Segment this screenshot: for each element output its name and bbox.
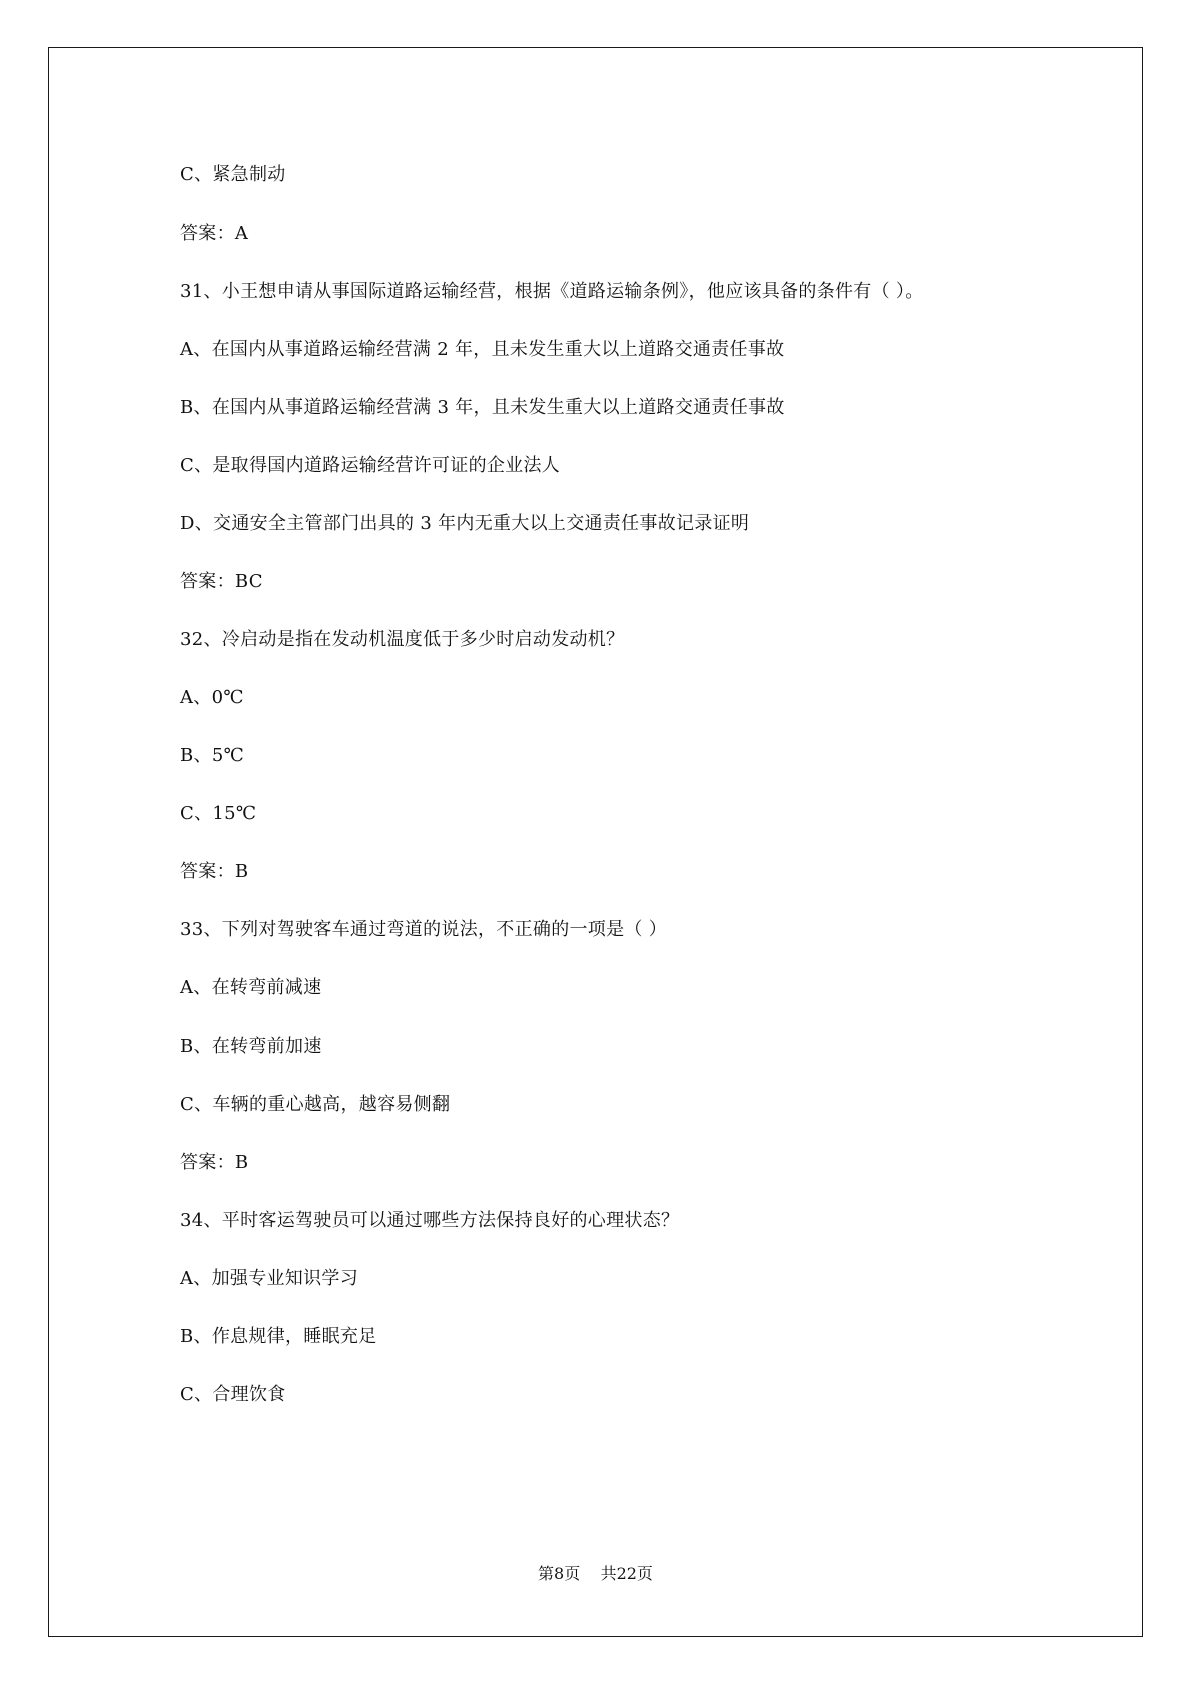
option-c: C、15℃: [180, 803, 257, 824]
question-31: 31、小王想申请从事国际道路运输经营，根据《道路运输条例》，他应该具备的条件有（ ）。: [180, 281, 924, 302]
answer: 答案：BC: [180, 571, 263, 592]
page-number-footer: 第8页 共22页: [538, 1564, 653, 1583]
answer: 答案：B: [180, 861, 249, 882]
option-b: B、在国内从事道路运输经营满 3 年，且未发生重大以上道路交通责任事故: [180, 397, 785, 418]
question-32: 32、冷启动是指在发动机温度低于多少时启动发动机？: [180, 629, 625, 650]
option-a: A、0℃: [180, 687, 244, 708]
option-c: C、车辆的重心越高，越容易侧翻: [180, 1094, 451, 1115]
option-c: C、合理饮食: [180, 1384, 286, 1405]
option-a: A、在国内从事道路运输经营满 2 年，且未发生重大以上道路交通责任事故: [180, 339, 785, 360]
option-b: B、5℃: [180, 745, 245, 766]
question-34: 34、平时客运驾驶员可以通过哪些方法保持良好的心理状态？: [180, 1210, 680, 1231]
option-c: C、紧急制动: [180, 164, 286, 185]
option-a: A、在转弯前减速: [180, 977, 322, 998]
option-c: C、是取得国内道路运输经营许可证的企业法人: [180, 455, 561, 476]
answer: 答案：B: [180, 1152, 249, 1173]
option-a: A、加强专业知识学习: [180, 1268, 358, 1289]
option-b: B、作息规律，睡眠充足: [180, 1326, 377, 1347]
answer: 答案：A: [180, 223, 249, 244]
option-d: D、交通安全主管部门出具的 3 年内无重大以上交通责任事故记录证明: [180, 513, 750, 534]
question-33: 33、下列对驾驶客车通过弯道的说法，不正确的一项是（ ）: [180, 919, 668, 940]
option-b: B、在转弯前加速: [180, 1036, 322, 1057]
